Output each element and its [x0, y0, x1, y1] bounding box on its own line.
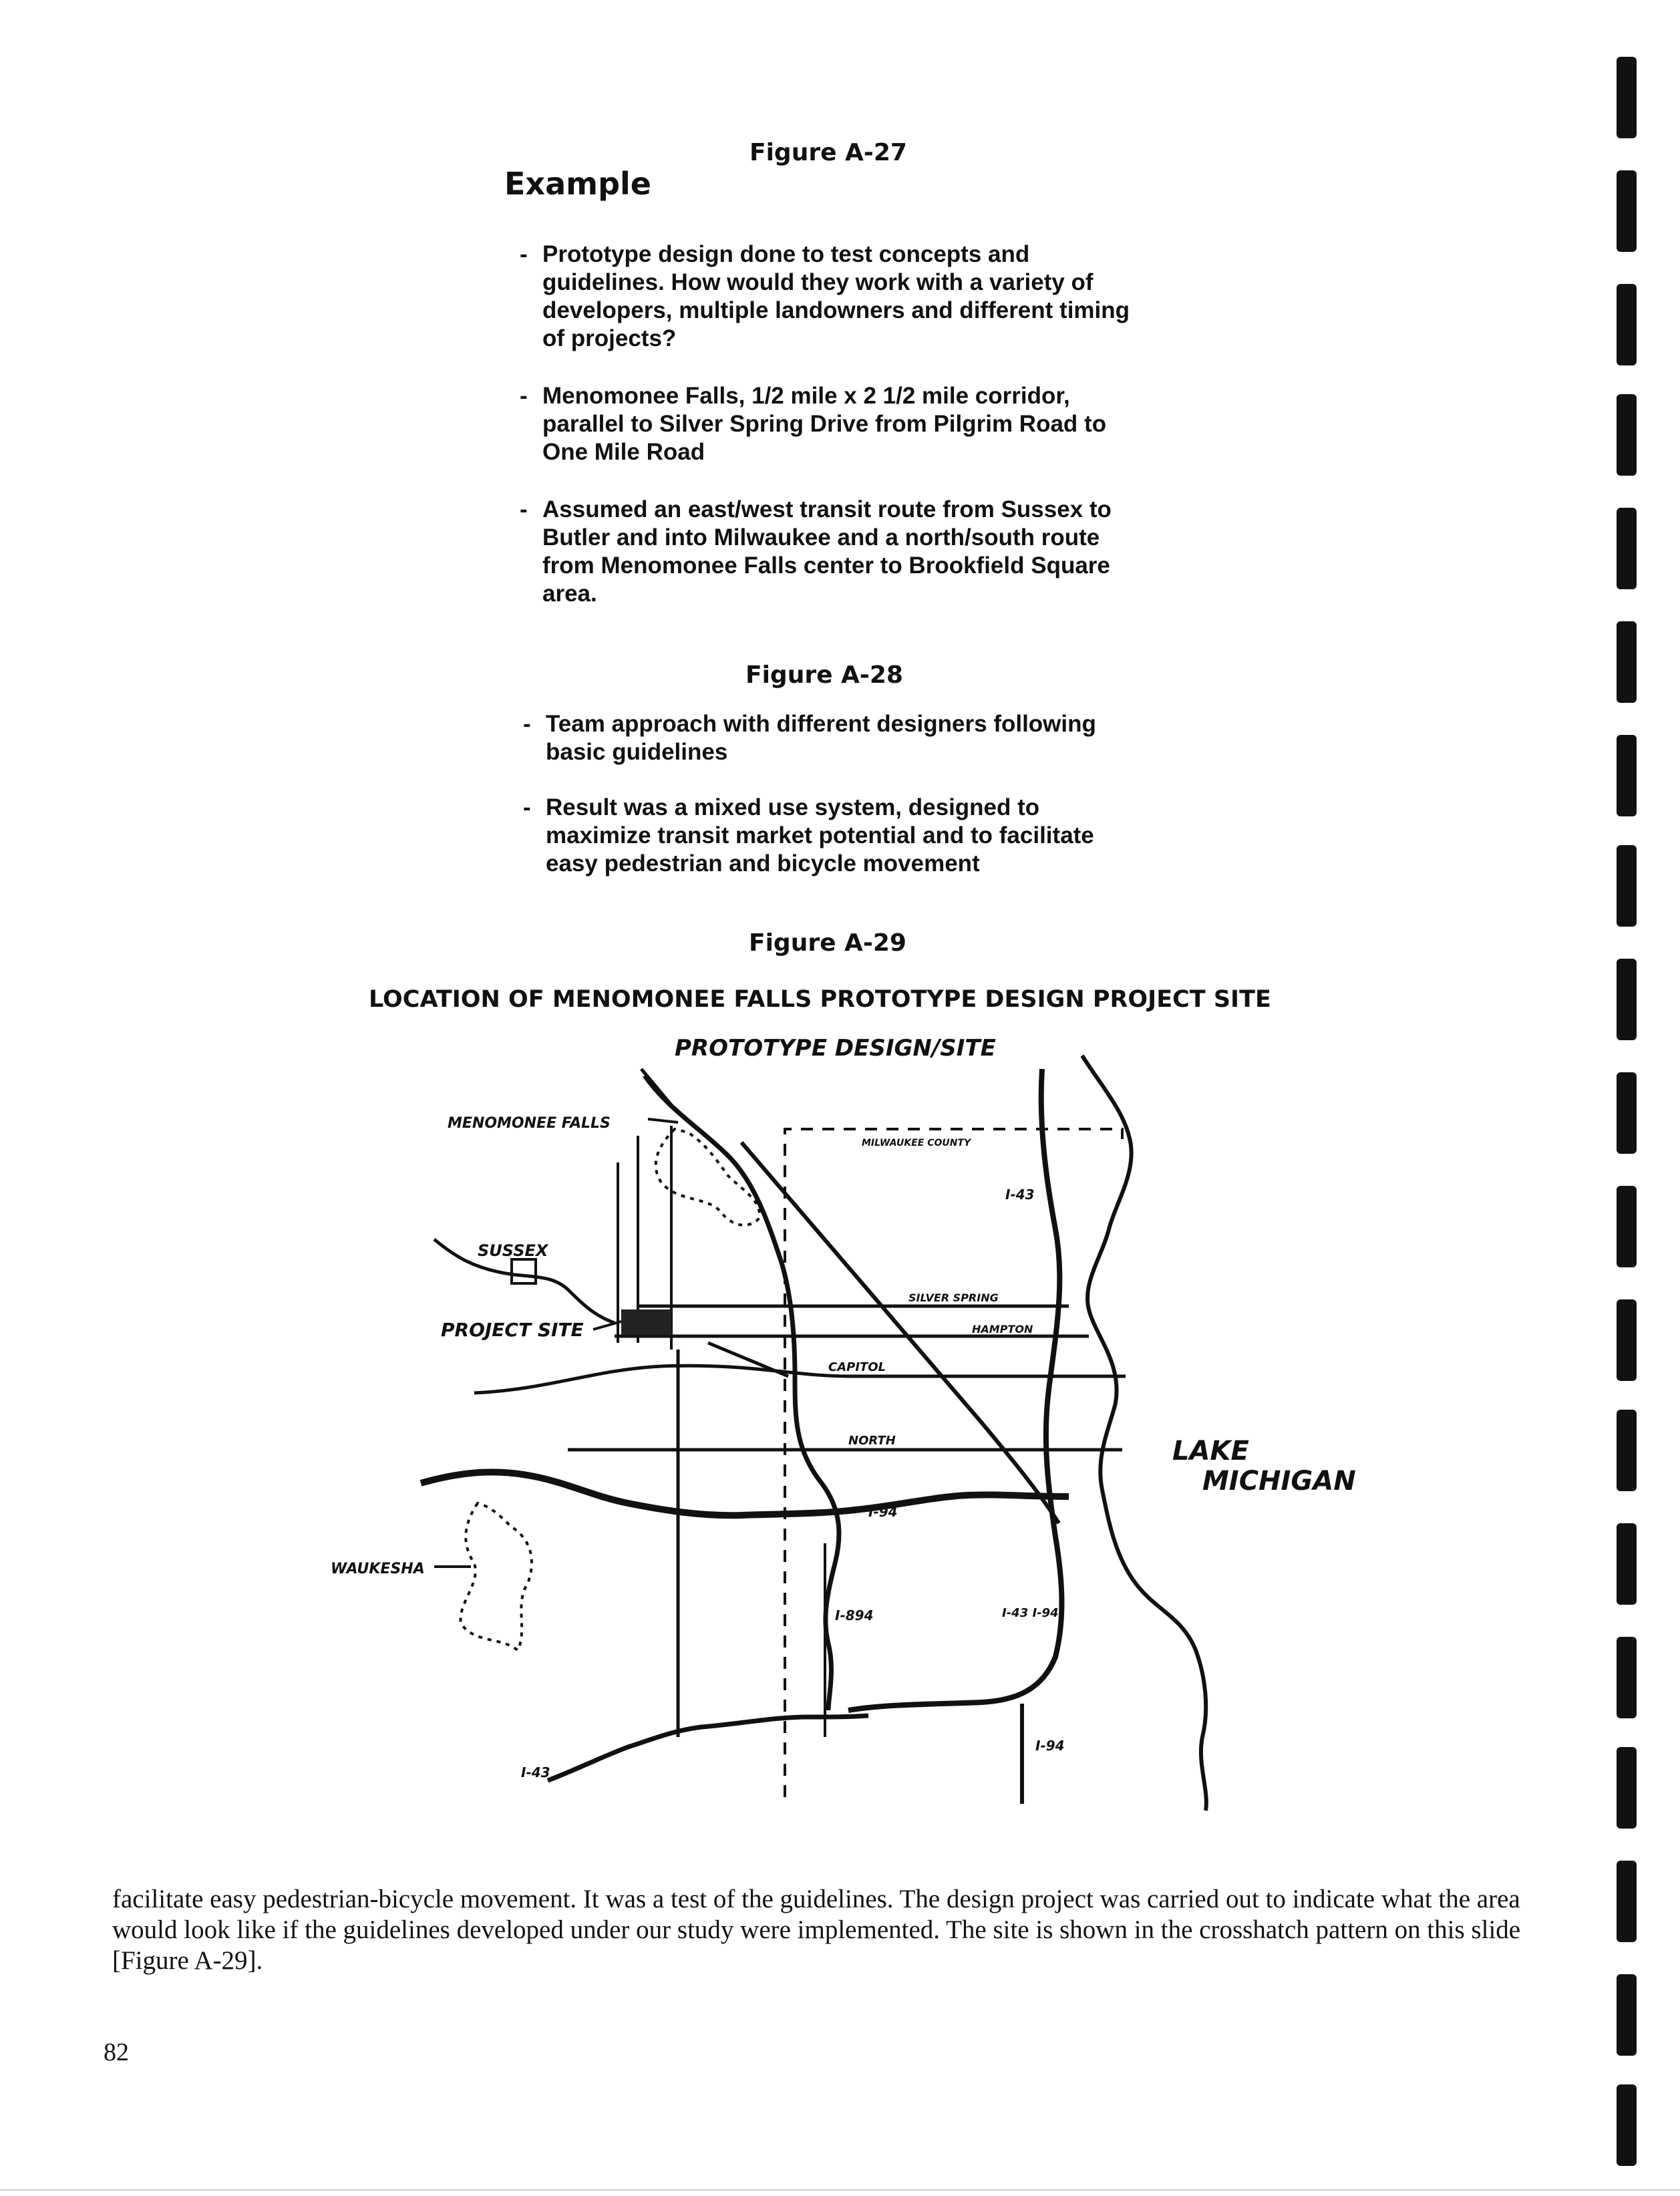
bullet-item: [523, 710, 1114, 766]
label-hampton: HAMPTON: [972, 1323, 1033, 1336]
label-i94: I-94: [868, 1504, 898, 1520]
label-i94-south: I-94: [1035, 1738, 1065, 1754]
binder-tab: [1617, 1637, 1637, 1718]
project-site-crosshatch: [621, 1309, 671, 1335]
i94-freeway: [421, 1472, 1069, 1515]
bullet-dash: -: [520, 496, 528, 522]
example-heading: Example: [504, 166, 651, 202]
binder-tab: [1617, 959, 1637, 1040]
menomonee-route: [645, 1076, 839, 1710]
bullet-item: [520, 496, 1117, 608]
label-waukesha: WAUKESHA: [331, 1561, 425, 1577]
lisbon-road: [708, 1343, 788, 1376]
map-subtitle: PROTOTYPE DESIGN/SITE: [675, 1035, 996, 1062]
bullet-dash: -: [523, 794, 531, 820]
label-north: NORTH: [848, 1434, 896, 1448]
binder-tab: [1617, 1747, 1637, 1829]
label-i43-i94: I-43 I-94: [1002, 1606, 1059, 1620]
binder-tab: [1617, 1523, 1637, 1605]
figure-a28-label: Figure A-28: [745, 661, 903, 689]
label-capitol: CAPITOL: [828, 1360, 886, 1374]
county-boundary: [785, 1129, 1122, 1797]
figure-a27-label: Figure A-27: [749, 139, 907, 166]
label-menomonee-falls: MENOMONEE FALLS: [448, 1115, 611, 1132]
body-paragraph: facilitate easy pedestrian-bicycle movement. It was a test of the guidelines. The design project was carried out to indicate what the area would look like if the guidelines developed under our study were implemented. The site is shown in the crosshatch pattern on this slide [Figure A-29].: [112, 1885, 1521, 1975]
binder-tab: [1617, 845, 1637, 927]
bullet-dash: -: [523, 711, 531, 737]
binder-tab: [1617, 1072, 1637, 1154]
label-i894: I-894: [835, 1607, 874, 1623]
binder-tab: [1617, 57, 1637, 138]
location-map: [314, 1029, 1356, 1817]
label-michigan: MICHIGAN: [1202, 1466, 1356, 1497]
binder-tab: [1617, 1299, 1637, 1381]
binder-tab: [1617, 1186, 1637, 1267]
figure-a29-label: Figure A-29: [749, 929, 906, 957]
binder-tab: [1617, 735, 1637, 816]
label-milwaukee-county: MILWAUKEE COUNTY: [862, 1138, 971, 1148]
bullet-item: [523, 794, 1120, 878]
bullet-item: [520, 382, 1117, 466]
scan-edge-line: [0, 2189, 1680, 2191]
binder-tab: [1617, 508, 1637, 589]
binder-tab: [1617, 621, 1637, 703]
waukesha-outline: [461, 1503, 532, 1650]
bullet-text: Assumed an east/west transit route from Sussex to Butler and into Milwaukee and a north/south route from Menomonee Falls center to Brookfield Square area.: [542, 496, 1112, 607]
bullet-item: [520, 241, 1144, 353]
binder-tab: [1617, 1861, 1637, 1942]
bullet-dash: -: [520, 383, 528, 409]
label-sussex: SUSSEX: [478, 1241, 548, 1260]
binder-tab: [1617, 394, 1637, 476]
label-i43-southwest: I-43: [521, 1764, 550, 1780]
lake-shoreline: [1082, 1056, 1206, 1811]
label-lake: LAKE: [1172, 1436, 1249, 1466]
bullet-dash: -: [520, 241, 528, 267]
label-i43-north: I-43: [1005, 1187, 1035, 1203]
bullet-text: Team approach with different designers following basic guidelines: [546, 711, 1096, 765]
binder-tab: [1617, 1410, 1637, 1491]
bullet-text: Menomonee Falls, 1/2 mile x 2 1/2 mile corridor, parallel to Silver Spring Drive from Pilgrim Road to One Mile Road: [542, 383, 1107, 465]
page-number: 82: [104, 2038, 129, 2066]
label-silver-spring: SILVER SPRING: [908, 1291, 999, 1304]
bullet-text: Prototype design done to test concepts and guidelines. How would they work with a variety of developers, multiple landowners and different timing of projects?: [542, 241, 1130, 351]
binder-tab: [1617, 1974, 1637, 2056]
i43-sw-freeway: [548, 1716, 868, 1780]
map-title: LOCATION OF MENOMONEE FALLS PROTOTYPE DESIGN PROJECT SITE: [369, 986, 1271, 1013]
sussex-marker: [512, 1259, 536, 1283]
binder-tab: [1617, 284, 1637, 365]
label-project-site: PROJECT SITE: [441, 1319, 584, 1341]
binder-tab: [1617, 170, 1637, 252]
binder-tab: [1617, 2084, 1637, 2166]
bullet-text: Result was a mixed use system, designed to maximize transit market potential and to facilitate easy pedestrian and bicycle movement: [546, 794, 1094, 877]
capitol-road: [474, 1366, 1126, 1393]
menomonee-falls-pointer: [648, 1119, 678, 1122]
